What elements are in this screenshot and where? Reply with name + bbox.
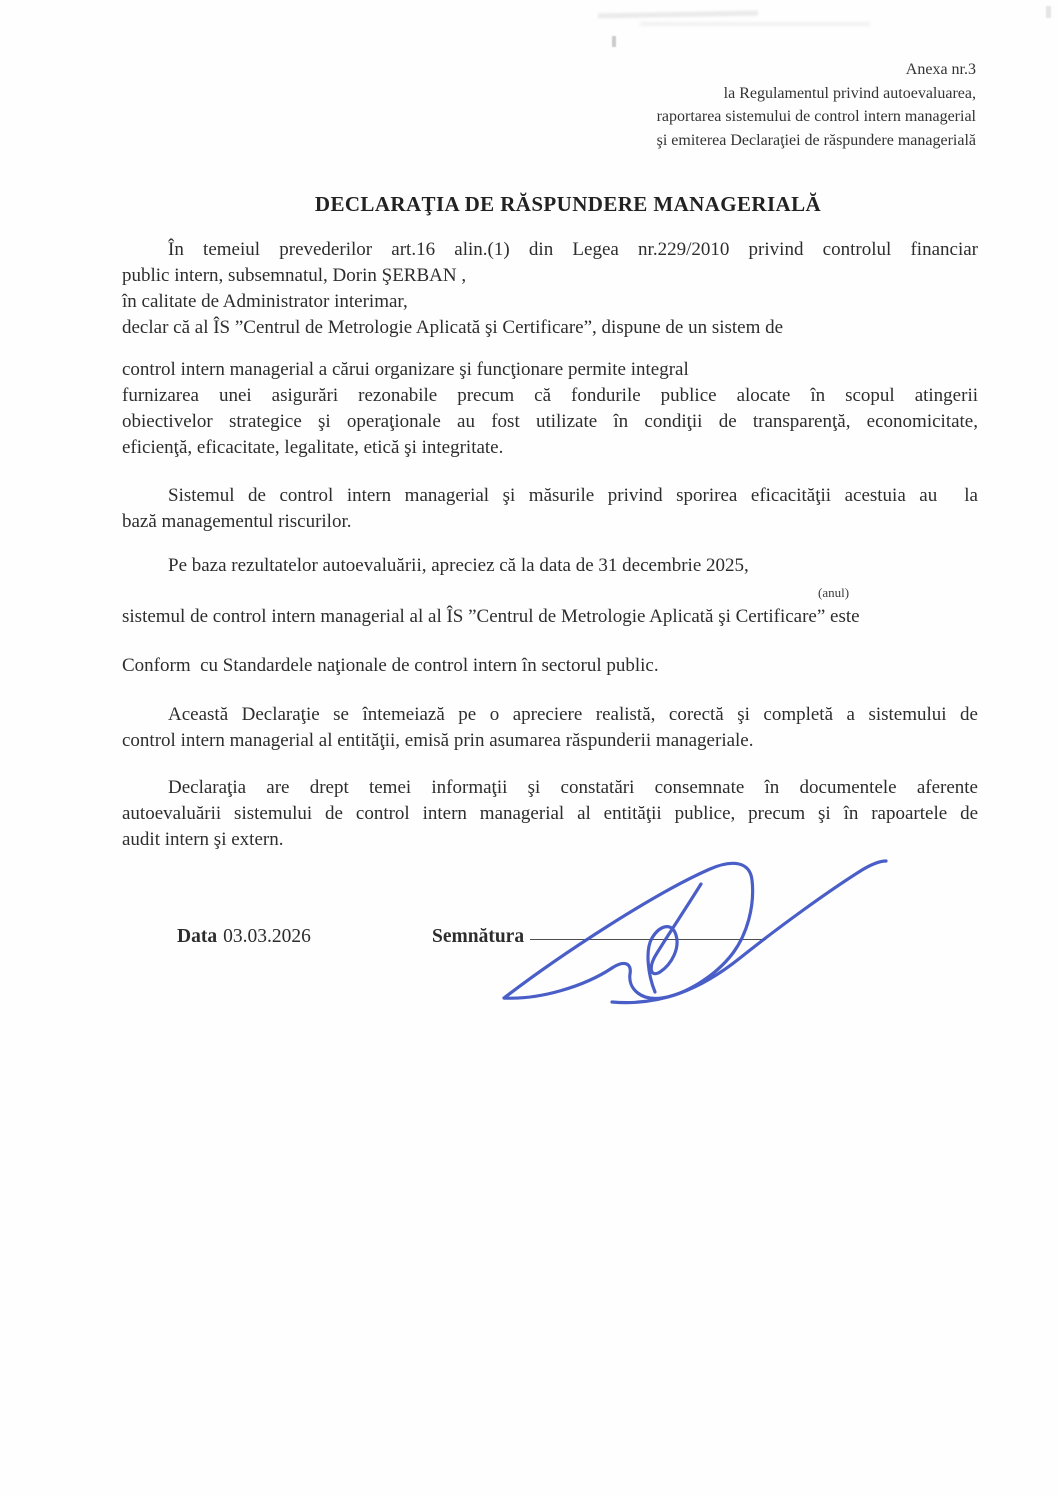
text-line: Pe baza rezultatelor autoevaluării, apreciez că la data de 31 decembrie 2025, bbox=[168, 555, 749, 576]
annex-line: raportarea sistemului de control intern managerial bbox=[656, 108, 976, 125]
signature-stroke-loop bbox=[504, 863, 753, 998]
text-line: Declaraţia are drept temei informaţii şi constatări consemnate în documentele aferente bbox=[168, 777, 978, 798]
scan-noise bbox=[640, 22, 870, 26]
text-line: bază managementul riscurilor. bbox=[122, 511, 352, 532]
paragraph-conform bbox=[122, 653, 978, 679]
annex-line: la Regulamentul privind autoevaluarea, bbox=[723, 84, 976, 102]
paragraph-basis bbox=[122, 702, 978, 754]
text-line: Sistemul de control intern managerial şi măsurile privind sporirea eficacităţii acestuia au la bbox=[168, 485, 978, 506]
text-line: audit intern şi extern. bbox=[122, 829, 284, 850]
text-line: furnizarea unei asigurări rezonabile precum că fondurile publice alocate în scopul atingerii bbox=[122, 385, 978, 406]
annex-header bbox=[657, 58, 976, 152]
text-line: declar că al ÎS ”Centrul de Metrologie Aplicată şi Certificare”, dispune de un sistem de bbox=[122, 317, 784, 338]
text-line: autoevaluării sistemului de control intern managerial al entităţii publice, precum şi în rapoartele de bbox=[122, 803, 978, 824]
text-line: control intern managerial a cărui organizare şi funcţionare permite integral bbox=[122, 359, 689, 380]
text-line: public intern, subsemnatul, Dorin ŞERBAN , bbox=[122, 265, 467, 286]
text-line: Conform cu Standardele naţionale de control intern în sectorul public. bbox=[122, 655, 659, 676]
date-value: 03.03.2026 bbox=[223, 926, 311, 947]
text-line: În temeiul prevederilor art.16 alin.(1) din Legea nr.229/2010 privind controlul financiar bbox=[168, 239, 978, 260]
annex-line: şi emiterea Declaraţiei de răspundere managerială bbox=[656, 131, 976, 149]
year-note: (anul) bbox=[818, 585, 850, 600]
signature-stroke-middle bbox=[648, 884, 701, 992]
scan-noise bbox=[612, 36, 616, 47]
paragraph-evaluation bbox=[122, 553, 978, 579]
text-line: control intern managerial al entităţii, emisă prin asumarea răspunderii manageriale. bbox=[122, 730, 754, 751]
date-label: Data bbox=[177, 926, 218, 947]
paragraph-risk bbox=[122, 483, 978, 535]
paragraph-system bbox=[122, 357, 978, 461]
annex-line: Anexa nr.3 bbox=[905, 61, 976, 78]
document-title: DECLARAŢIA DE RĂSPUNDERE MANAGERIALĂ bbox=[314, 192, 822, 216]
signature-stroke-tail bbox=[612, 861, 886, 1003]
text-line: sistemul de control intern managerial al al ÎS ”Centrul de Metrologie Aplicată şi Certificare” este bbox=[122, 606, 860, 627]
paragraph-sources bbox=[122, 775, 978, 853]
signature-label: Semnătura bbox=[432, 926, 525, 947]
text-line: în calitate de Administrator interimar, bbox=[122, 291, 408, 312]
date-field bbox=[177, 926, 311, 948]
text-line: obiectivelor strategice şi operaţionale au fost utilizate în condiţii de transparenţă, economicitate, bbox=[122, 411, 978, 432]
scan-noise bbox=[598, 11, 758, 19]
paragraph-intro bbox=[122, 237, 978, 341]
paragraph-evaluation-result bbox=[122, 604, 978, 630]
scan-noise bbox=[1046, 6, 1051, 18]
handwritten-signature bbox=[488, 850, 892, 1012]
text-line: Această Declaraţie se întemeiază pe o apreciere realistă, corectă şi completă a sistemului de bbox=[168, 704, 978, 725]
text-line: eficienţă, eficacitate, legalitate, etică şi integritate. bbox=[122, 437, 504, 458]
